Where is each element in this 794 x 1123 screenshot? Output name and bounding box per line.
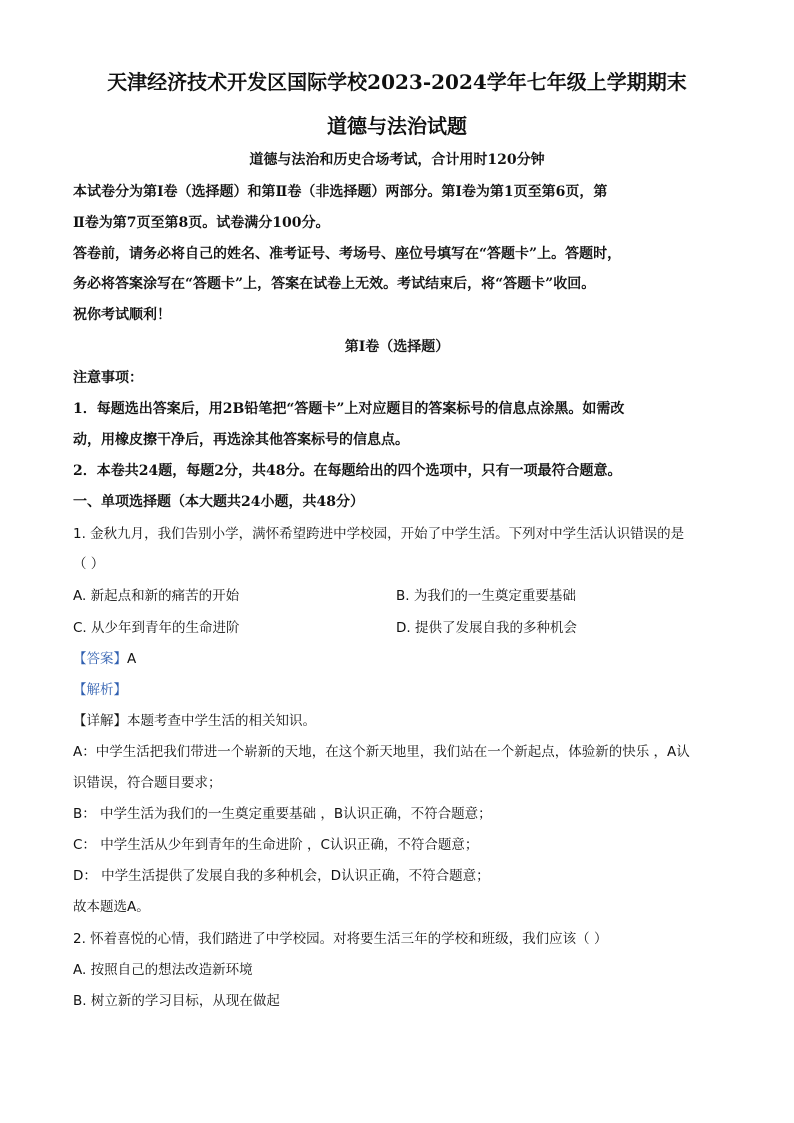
question-2-stem: 2. 怀着喜悦的心情，我们踏进了中学校园。对将要生活三年的学校和班级，我们应该（ ） (73, 931, 608, 947)
section-heading: 第Ⅰ卷（选择题） (344, 339, 450, 355)
good-luck-text: 祝你考试顺利！ (73, 307, 171, 323)
analysis-row (73, 680, 719, 700)
question-2-option-b: B. 树立新的学习目标，从现在做起 (73, 993, 280, 1009)
analysis-tag: 【解析】 (73, 682, 127, 698)
exam-time-note: 道德与法治和历史合场考试，合计用时120分钟 (249, 152, 545, 168)
question-1-option-c: C. 从少年到青年的生命进阶 (73, 620, 240, 636)
explanation-c: C： 中学生活从少年到青年的生命进阶 ，C认识正确，不符合题意； (73, 837, 479, 853)
question-1-option-b: B. 为我们的一生奠定重要基础 (396, 588, 576, 604)
notice-1-line-1: 1．每题选出答案后，用2B铅笔把“答题卡”上对应题目的答案标号的信息点涂黑。如需改 (73, 401, 625, 417)
notice-label: 注意事项： (73, 370, 143, 386)
question-1-stem-line-1: 1. 金秋九月，我们告别小学，满怀希望跨进中学校园，开始了中学生活。下列对中学生活认识错误的是 (73, 526, 685, 542)
question-1-stem-line-2: （ ） (73, 556, 105, 572)
intro-paragraph-2-line-2: 务必将答案涂写在“答题卡”上，答案在试卷上无效。考试结束后，将“答题卡”收回。 (73, 276, 596, 292)
detail-tag: 【详解】 (73, 713, 127, 729)
document-subtitle-title: 道德与法治试题 (327, 114, 467, 138)
answer-tag: 【答案】 (73, 651, 127, 667)
question-2-option-a: A. 按照自己的想法改造新环境 (73, 962, 253, 978)
question-1-option-d: D. 提供了发展自我的多种机会 (396, 620, 577, 636)
notice-2: 2．本卷共24题，每题2分，共48分。在每题给出的四个选项中，只有一项最符合题意。 (73, 463, 622, 479)
answer-value: A (127, 651, 137, 667)
question-1-conclusion: 故本题选A。 (73, 899, 150, 915)
intro-paragraph-1-line-1: 本试卷分为第Ⅰ卷（选择题）和第Ⅱ卷（非选择题）两部分。第Ⅰ卷为第1页至第6页，第 (73, 184, 608, 200)
intro-paragraph-2-line-1: 答卷前，请务必将自己的姓名、准考证号、考场号、座位号填写在“答题卡”上。答题时， (73, 246, 622, 262)
detail-text: 本题考查中学生活的相关知识。 (127, 713, 316, 729)
explanation-a-line-1: A：中学生活把我们带进一个崭新的天地，在这个新天地里，我们站在一个新起点，体验新的快乐 ，A认 (73, 744, 690, 760)
question-1-option-a: A. 新起点和新的痛苦的开始 (73, 588, 240, 604)
part-heading: 一、单项选择题（本大题共24小题，共48分） (73, 494, 364, 510)
notice-1-line-2: 动，用橡皮擦干净后，再选涂其他答案标号的信息点。 (73, 432, 409, 448)
explanation-b: B： 中学生活为我们的一生奠定重要基础 ，B认识正确，不符合题意； (73, 806, 492, 822)
answer-row (73, 649, 719, 669)
intro-paragraph-1-line-2: Ⅱ卷为第7页至第8页。试卷满分100分。 (73, 215, 330, 231)
detail-row (73, 711, 719, 731)
document-title: 天津经济技术开发区国际学校2023-2024学年七年级上学期期末 (107, 70, 687, 94)
explanation-d: D： 中学生活提供了发展自我的多种机会，D认识正确，不符合题意； (73, 868, 490, 884)
explanation-a-line-2: 识错误，符合题目要求； (73, 775, 222, 791)
